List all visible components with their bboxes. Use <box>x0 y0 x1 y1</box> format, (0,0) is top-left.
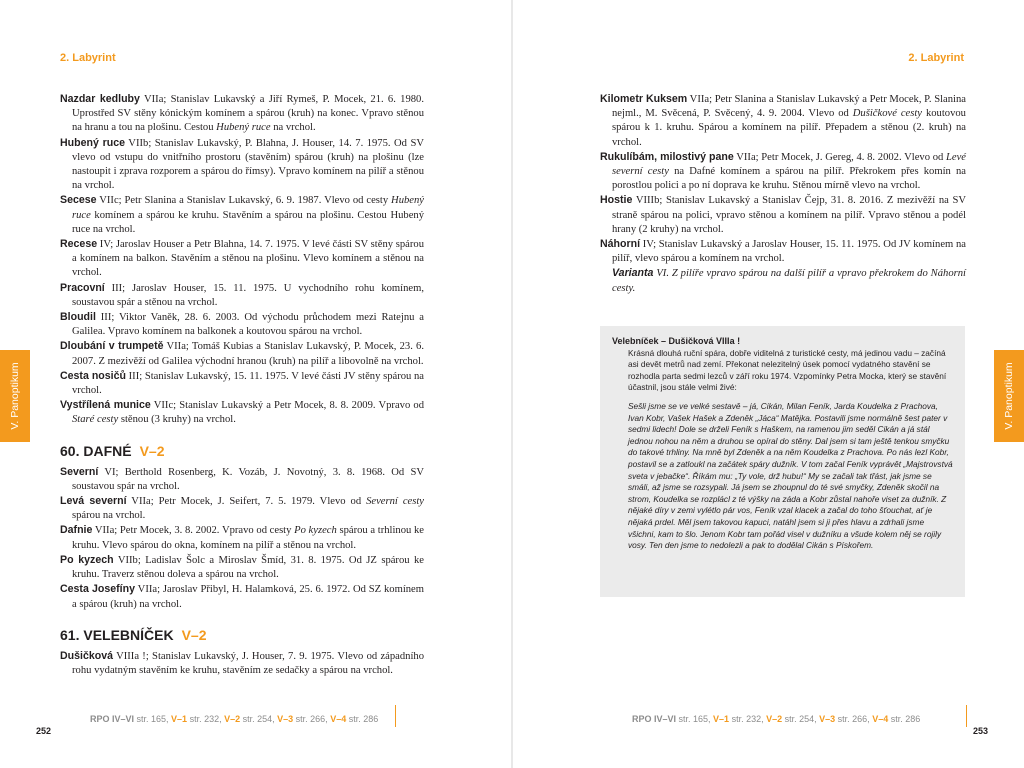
route-entry <box>60 193 424 237</box>
route-description: III; Jaroslav Houser, 15. 11. 1975. U vychodního rohu komínem, soustavou spár a stěnou na vrchol. <box>72 282 424 308</box>
route-description: na vrchol. <box>270 122 316 134</box>
footer-ref: V–4 <box>330 714 347 724</box>
section-grade: V–2 <box>139 442 165 459</box>
route-name: Dušičková <box>60 649 113 662</box>
variant-name: Varianta <box>612 267 654 280</box>
route-entry <box>60 465 424 494</box>
route-description: III; Stanislav Lukavský, 15. 11. 1975. V levé části JV stěny spárou na vrchol. <box>72 370 424 397</box>
route-entry <box>60 523 424 552</box>
route-entry <box>60 582 424 611</box>
route-description: VIIb; Ladislav Šolc a Miroslav Šmíd, 31. 8. 1975. Od JZ spárou ke kruhu. Traverz stěnou doleva a spárou na vrchol. <box>72 554 424 581</box>
route-name: Hubený ruce <box>60 136 126 149</box>
route-description: koutovou spárou k 1. kruhu. Spárou a komínem na pilíř. Přepadem a stěnou (2. kruh) na vrchol. <box>612 108 966 148</box>
route-list <box>60 92 424 428</box>
route-description: stěnou (3 kruhy) na vrchol. <box>118 414 236 426</box>
route-description: VI; Berthold Rosenberg, K. Vozáb, J. Novotný, 3. 8. 1968. Od SV soustavou spár na vrchol. <box>72 466 424 492</box>
route-description: VIIa; Petr Slanina a Stanislav Lukavský a Petr Mocek, P. Slanina nejml., M. Svěcená, P. Svěcený, 4. 9. 2004. Vlevo od <box>612 94 966 120</box>
route-name: Cesta nosičů <box>60 369 126 382</box>
footer-ref: str. 232, <box>187 714 225 724</box>
route-name: Rukulíbám, milostivý pane <box>600 150 734 163</box>
footer-ref: RPO IV–VI <box>632 714 677 724</box>
footer-ref: str. 165, <box>134 714 172 724</box>
route-name: Severní <box>60 465 99 478</box>
story-box-quote: Sešli jsme se ve velké sestavě – já, Cikán, Milan Feník, Jarda Koudelka z Prachova, Ivan Kobr, Vašek Hašek a Zdeněk „Jáca“ Matějka. Postavili jsme normálně šest pater v sedmi lidech! Dole se drželi Feník s Haškem, na ramenou jim seděl Cikán a já stál jednou nohou na něm a druhou se opíral do stěny. Dal jsem si tam ještě tenkou smyčku do takové trhliny. Na mně byl Zdeněk a na něm Koudelka z Prachova. Po nás lezl Kobr, postavil se a zatloukl na začátek spáry dužník. V tom začal Feník vyprávět „Majstrovstvá sveta v jebačke“. Říkám mu: „Ty vole, drž hubu!“ My se začali tak třást, jak jsme se smáli, až jsme se rozsypali. Já jsem se zhoupnul do té své smyčky, Zdeněk skočil na strom, Koudelka se rozplácl z té výšky na záda a Kobr zůstal nahoře viset za dužník. Z nějaké díry v zemi vylétlo pár vos, Feník vzal klacek a začal do toho šťouchat, ať je nějaká prdel. Měl jsem takovou kapuci, natáhl jsem si ji přes hlavu a zdrhali jsme všichni, kam to šlo. Jenom Kobr tam pořád visel v dužníku a všude kolem něj se rojily vosy. Ten den jsme to nedolezli a pak to dodělal Cikán s Pískořem. <box>628 400 953 551</box>
route-name: Dloubání v trumpetě <box>60 340 164 353</box>
footer-divider <box>966 705 967 727</box>
route-name: Kilometr Kuksem <box>600 93 688 105</box>
footer-ref: str. 254, <box>782 714 820 724</box>
route-entry <box>60 339 424 368</box>
route-reference: Hubený ruce <box>72 195 424 221</box>
footer-ref: str. 286 <box>346 714 379 724</box>
story-box-title: Velebníček – Dušičková VIIIa ! <box>612 336 741 346</box>
route-description: VIIa; Jaroslav Přibyl, H. Halamková, 25. 6. 1972. Od SZ komínem a spárou (kruh) na vrchol. <box>72 584 425 610</box>
chapter-tab <box>994 350 1024 442</box>
footer-ref: str. 165, <box>676 714 714 724</box>
left-column <box>60 92 424 678</box>
footer-ref: RPO IV–VI <box>90 714 135 724</box>
route-list <box>60 649 424 678</box>
route-name: Hostie <box>600 194 633 207</box>
page-number: 253 <box>972 726 988 736</box>
route-description: VIIIa !; Stanislav Lukavský, J. Houser, 7. 9. 1975. Vlevo od západního rohu vydatným stavěním ke kruhu, stavěním ze sedačky a spárou na vrchol. <box>72 650 424 676</box>
section-grade: V–2 <box>181 626 207 643</box>
footer-references <box>632 714 920 724</box>
route-entry <box>600 193 966 237</box>
running-head: 2. Labyrint <box>60 52 116 64</box>
route-name: Secese <box>60 194 97 207</box>
footer-ref: V–3 <box>277 714 294 724</box>
route-description: VIIa; Stanislav Lukavský a Jiří Rymeš, P. Mocek, 21. 6. 1980. Uprostřed SV stěny kónickým komínem a spárou (kruh) na konec. Vpravo stěnou na hranu a tou na plošinu. Cestou <box>72 94 424 134</box>
chapter-tab-label: V. Panoptikum <box>9 362 21 430</box>
chapter-tab-label: V. Panoptikum <box>1003 362 1015 430</box>
section-title: 61. VELEBNÍČEK <box>60 626 174 643</box>
route-entry <box>60 281 424 310</box>
route-description: III; Viktor Vaněk, 28. 6. 2003. Od východu průchodem mezi Ratejnu a Galilea. Vpravo komínem na balkonek a koutovou spárou na vrchol. <box>72 312 424 338</box>
route-description: IV; Stanislav Lukavský a Jaroslav Houser, 15. 11. 1975. Od JV komínem na pilíř, vlevo spárou a komínem na vrchol. <box>612 239 966 265</box>
footer-ref: V–2 <box>224 714 241 724</box>
route-description: VIIIb; Stanislav Lukavský a Stanislav Čejp, 31. 8. 2016. Z mezivěží na SV straně spárou na polici, vpravo stěnou a komínem na pilíř. Vpravo stěnou a podél hrany (2 kruhy) na vrchol. <box>612 195 966 235</box>
story-box <box>600 326 965 597</box>
footer-ref: str. 286 <box>888 714 921 724</box>
route-entry <box>60 369 424 398</box>
route-reference: Levé severní cesty <box>612 151 966 178</box>
route-name: Levá severní <box>60 495 127 508</box>
route-entry <box>600 92 966 150</box>
route-description: VIIc; Stanislav Lukavský a Petr Mocek, 8. 8. 2009. Vpravo od <box>150 400 425 412</box>
route-reference: Staré cesty <box>72 414 119 426</box>
chapter-tab <box>0 350 30 442</box>
footer-ref: str. 266, <box>835 714 873 724</box>
route-entry <box>60 310 424 339</box>
story-box-intro: Krásná dlouhá ruční spára, dobře viditelná z turistické cesty, má jedinou vadu – začíná asi devět metrů nad zemí. Překonat nelezitelný úsek pomocí vydatného stavění se rozhodla parta sedmi lezců v září roku 1974. Vzpomínky Petra Mocka, který se stavění účastnil, jsou stále velmi živé: <box>628 347 947 393</box>
route-name: Dafnie <box>60 524 93 537</box>
route-name: Bloudil <box>60 311 96 324</box>
route-name: Vystřílená munice <box>60 399 151 412</box>
route-description: VIIa; Petr Mocek, 3. 8. 2002. Vpravo od cesty <box>92 525 295 537</box>
route-variant <box>600 266 966 295</box>
route-entry <box>60 398 424 427</box>
route-entry <box>60 237 424 281</box>
footer-ref: V–3 <box>819 714 836 724</box>
running-head: 2. Labyrint <box>908 52 964 64</box>
footer-ref: str. 254, <box>240 714 278 724</box>
route-description: IV; Jaroslav Houser a Petr Blahna, 14. 7. 1975. V levé části SV stěny spárou a komínem na balkon. Stavěním a stěnou na plošinu. Vlevo komínem a stěnou na vrchol. <box>72 239 424 279</box>
route-name: Recese <box>60 238 98 251</box>
route-reference: Dušičkové cesty <box>852 108 923 120</box>
route-entry <box>60 649 424 678</box>
variant-text: VI. Z pilíře vpravo spárou na další pilíř a vpravo překrokem do Náhorní cesty. <box>612 268 966 294</box>
route-entry <box>60 494 424 523</box>
footer-ref: str. 266, <box>293 714 331 724</box>
footer-ref: V–1 <box>171 714 188 724</box>
footer-divider <box>395 705 396 727</box>
route-name: Nazdar kedluby <box>60 93 140 105</box>
right-page <box>512 0 1024 768</box>
section-heading-dafne <box>60 443 424 459</box>
route-entry <box>60 553 424 582</box>
route-entry <box>600 150 966 194</box>
route-reference: Po kyzech <box>294 525 337 537</box>
route-name: Pracovní <box>60 281 105 294</box>
footer-ref: str. 232, <box>729 714 767 724</box>
route-reference: Hubený ruce <box>216 122 271 134</box>
footer-ref: V–1 <box>713 714 730 724</box>
route-name: Po kyzech <box>60 553 114 566</box>
route-description: VIIa; Tomáš Kubias a Stanislav Lukavský, P. Mocek, 23. 6. 2007. Z mezivěží od Galilea východní hranou (kruh) na pilíř a libovolně na vrchol. <box>72 341 425 367</box>
route-entry <box>60 92 424 136</box>
route-reference: Severní cesty <box>366 496 424 508</box>
section-heading-velebnicek <box>60 627 424 643</box>
footer-ref: V–2 <box>766 714 783 724</box>
page-number: 252 <box>36 726 52 736</box>
footer-ref: V–4 <box>872 714 889 724</box>
route-name: Náhorní <box>600 238 641 251</box>
route-list <box>60 465 424 612</box>
route-description: VIIb; Stanislav Lukavský, P. Blahna, J. Houser, 14. 7. 1975. Od SV vlevo od vstupu do vnitřního prostoru (stavěním) spárou (kruh) na plošinu (lze nastoupit i zprava rozporem a spárou do římsy). Vpravo komínem na pilíř a stěnou na vrchol. <box>72 137 425 192</box>
route-entry <box>600 237 966 266</box>
footer-references <box>90 714 378 724</box>
route-description: VIIc; Petr Slanina a Stanislav Lukavský, 6. 9. 1987. Vlevo od cesty <box>96 195 392 207</box>
route-entry <box>60 136 424 194</box>
section-title: 60. DAFNÉ <box>60 442 132 459</box>
route-name: Cesta Josefíny <box>60 583 135 596</box>
route-list <box>600 92 966 266</box>
route-description: spárou na vrchol. <box>72 510 146 522</box>
route-description: VIIa; Petr Mocek, J. Seifert, 7. 5. 1979. Vlevo od <box>126 496 367 508</box>
route-description: spárou a trhlinou ke kruhu. Vlevo spárou do okna, komínem na pilíř a stěnou na vrchol. <box>72 525 424 551</box>
route-description: na Dafné komínem a spárou na pilíř. Překrokem přes komín na porostlou polici a po ní doprava ke kruhu. Stěnou mírně vlevo na vrchol. <box>612 166 966 192</box>
route-description: VIIa; Petr Mocek, J. Gereg, 4. 8. 2002. Vlevo od <box>733 151 946 163</box>
route-description: komínem a spárou ke kruhu. Stavěním a spárou na plošinu. Cestou Hubený ruce na vrchol. <box>72 209 424 235</box>
right-column <box>600 92 966 296</box>
